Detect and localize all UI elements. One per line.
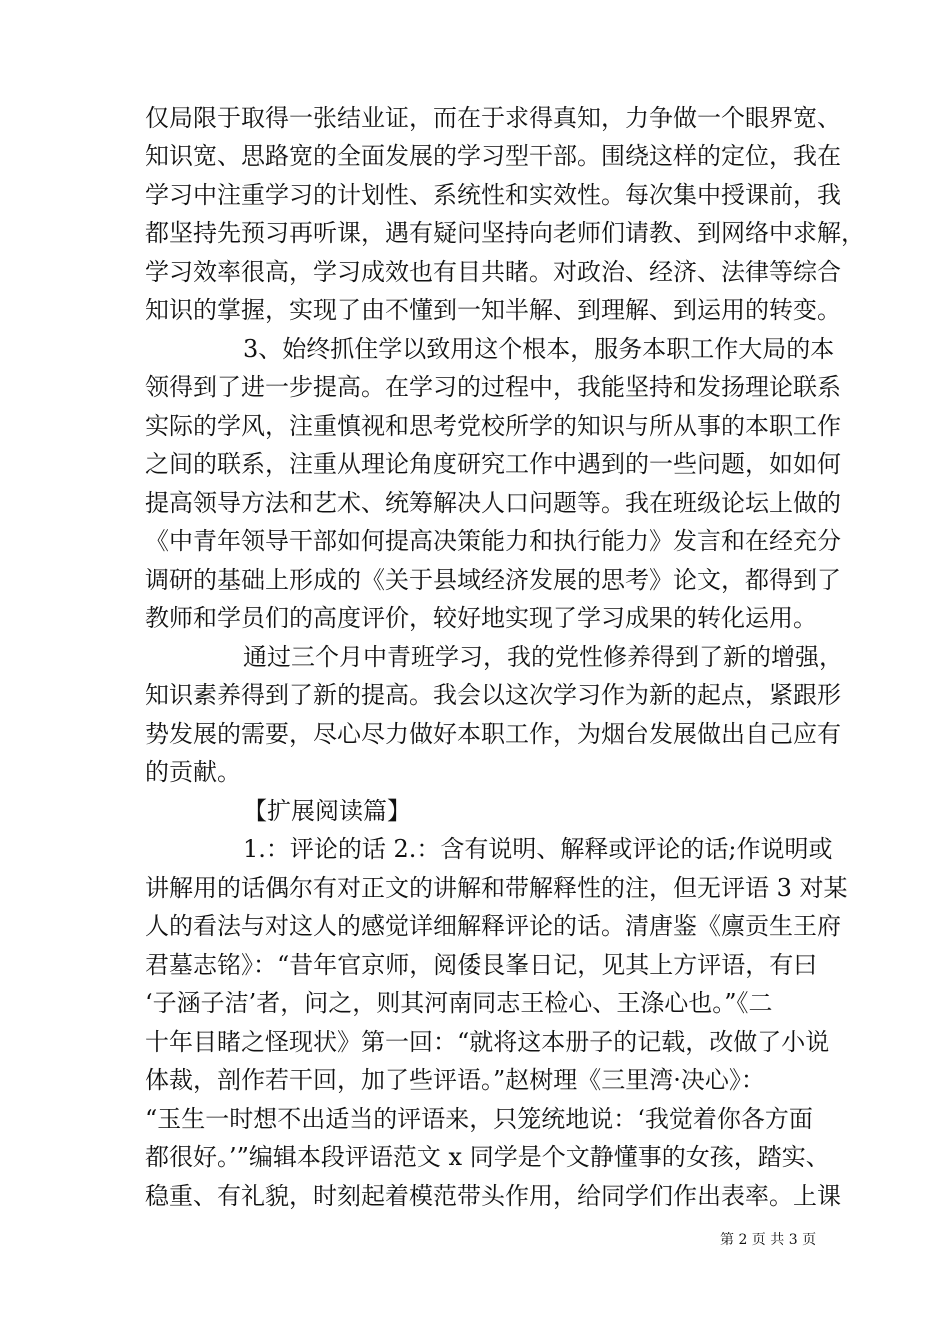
text-line: 仅局限于取得一张结业证，而在于求得真知，力争做一个眼界宽、 <box>145 104 841 132</box>
paragraph-start-line: 通过三个月中青班学习，我的党性修养得到了新的增强， <box>243 643 843 671</box>
text-line: 体裁，剖作若干回，加了些评语。”赵树理《三里湾·决心》： <box>145 1066 765 1094</box>
text-line: 学习效率很高，学习成效也有目共睹。对政治、经济、法律等综合 <box>145 258 841 286</box>
text-line: 之间的联系，注重从理论角度研究工作中遇到的一些问题，如如何 <box>145 450 841 478</box>
text-line: 《中青年领导干部如何提高决策能力和执行能力》发言和在经充分 <box>145 527 841 555</box>
paragraph-start-line: 3、始终抓住学以致用这个根本，服务本职工作大局的本 <box>243 335 835 363</box>
section-heading: 【扩展阅读篇】 <box>243 797 411 825</box>
text-line: 教师和学员们的高度评价，较好地实现了学习成果的转化运用。 <box>145 604 817 632</box>
text-line: 讲解用的话偶尔有对正文的讲解和带解释性的注，但无评语 3 对某 <box>145 874 848 902</box>
text-line: 知识的掌握，实现了由不懂到一知半解、到理解、到运用的转变。 <box>145 296 841 324</box>
text-line: 的贡献。 <box>145 758 241 786</box>
paragraph-start-line: 1.：评论的话 2.：含有说明、解释或评论的话;作说明或 <box>243 835 833 863</box>
text-line: 知识宽、思路宽的全面发展的学习型干部。围绕这样的定位，我在 <box>145 142 841 170</box>
text-line: 提高领导方法和艺术、统筹解决人口问题等。我在班级论坛上做的 <box>145 489 841 517</box>
text-line: 稳重、有礼貌，时刻起着模范带头作用，给同学们作出表率。上课 <box>145 1182 841 1210</box>
text-line: 势发展的需要，尽心尽力做好本职工作，为烟台发展做出自己应有 <box>145 720 841 748</box>
text-line: 人的看法与对这人的感觉详细解释评论的话。清唐鉴《廪贡生王府 <box>145 912 841 940</box>
text-line: 知识素养得到了新的提高。我会以这次学习作为新的起点，紧跟形 <box>145 681 841 709</box>
text-line: “玉生一时想不出适当的评语来，只笼统地说：‘我觉着你各方面 <box>145 1105 813 1133</box>
page-number-footer: 第 2 页 共 3 页 <box>720 1232 817 1248</box>
text-line: 都坚持先预习再听课，遇有疑问坚持向老师们请教、到网络中求解， <box>145 219 865 247</box>
text-line: 调研的基础上形成的《关于县域经济发展的思考》论文，都得到了 <box>145 566 841 594</box>
text-line: 领得到了进一步提高。在学习的过程中，我能坚持和发扬理论联系 <box>145 373 841 401</box>
text-line: 君墓志铭》：“昔年官京师，阅倭艮峯日记，见其上方评语，有曰 <box>145 951 818 979</box>
text-line: 都很好。’”编辑本段评语范文 x 同学是个文静懂事的女孩，踏实、 <box>145 1143 830 1171</box>
text-line: 十年目睹之怪现状》第一回：“就将这本册子的记载，改做了小说 <box>145 1028 830 1056</box>
text-line: 学习中注重学习的计划性、系统性和实效性。每次集中授课前，我 <box>145 181 841 209</box>
text-line: ‘子涵子洁’者，问之，则其河南同志王检心、王涤心也。”《二 <box>145 989 773 1017</box>
text-line: 实际的学风，注重慎视和思考党校所学的知识与所从事的本职工作 <box>145 412 841 440</box>
